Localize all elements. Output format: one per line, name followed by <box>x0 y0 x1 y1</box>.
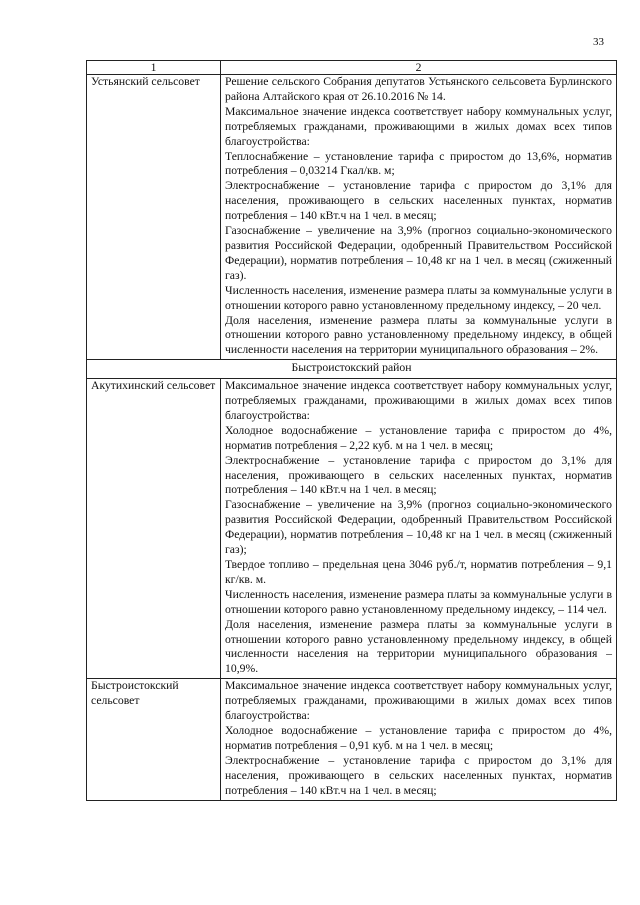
description-paragraph: Доля населения, изменение размера платы за коммунальные услуги в отношении которого равно установленному предельному индексу, в общей численности населения на территории муниципального образования – 10,9%. <box>225 617 612 676</box>
description-paragraph: Численность населения, изменение размера платы за коммунальные услуги в отношении которого равно установленному предельному индексу, – 20 чел. <box>225 283 612 312</box>
description-paragraph: Холодное водоснабжение – установление тарифа с приростом до 4%, норматив потребления – 0,91 куб. м на 1 чел. в месяц; <box>225 723 612 752</box>
table-header-row <box>87 61 617 75</box>
description-paragraph: Электроснабжение – установление тарифа с приростом до 3,1% для населения, проживающего в сельских населенных пунктах, норматив потребления – 140 кВт.ч на 1 чел. в месяц; <box>225 179 612 223</box>
description-paragraph: Численность населения, изменение размера платы за коммунальные услуги в отношении которого равно установленному предельному индексу, – 114 чел. <box>225 587 612 616</box>
index-description <box>221 679 617 800</box>
description-paragraph: Холодное водоснабжение – установление тарифа с приростом до 4%, норматив потребления – 2,22 куб. м на 1 чел. в месяц; <box>225 423 612 452</box>
section-row <box>87 360 617 379</box>
description-paragraph: Твердое топливо – предельная цена 3046 руб./т, норматив потребления – 9,1 кг/кв. м. <box>225 558 612 586</box>
description-paragraph: Электроснабжение – установление тарифа с приростом до 3,1% для населения, проживающего в сельских населенных пунктах, норматив потребления – 140 кВт.ч на 1 чел. в месяц; <box>225 453 612 497</box>
description-paragraph: Максимальное значение индекса соответствует набору коммунальных услуг, потребляемых гражданами, проживающими в жилых домах всех типов благоустройства: <box>225 104 612 148</box>
description-paragraph: Газоснабжение – увеличение на 3,9% (прогноз социально-экономического развития Российской Федерации, одобренный Правительством Российской Федерации), норматив потребления – 10,48 кг на 1 чел. в месяц (сжиженный газ); <box>225 498 612 557</box>
table-row <box>87 679 617 800</box>
description-paragraph: Теплоснабжение – установление тарифа с приростом до 13,6%, норматив потребления – 0,03214 Гкал/кв. м; <box>225 149 612 178</box>
table-row <box>87 75 617 360</box>
description-paragraph: Решение сельского Собрания депутатов Устьянского сельсовета Бурлинского района Алтайского края от 26.10.2016 № 14. <box>225 75 612 103</box>
table-body <box>87 61 617 801</box>
municipality-name: Акутихинский сельсовет <box>87 379 221 679</box>
header-col-2: 2 <box>221 61 617 75</box>
table-row <box>87 379 617 679</box>
page-number: 33 <box>593 36 604 48</box>
index-table <box>86 60 617 801</box>
header-col-1: 1 <box>87 61 221 75</box>
description-paragraph: Газоснабжение – увеличение на 3,9% (прогноз социально-экономического развития Российской Федерации, одобренный Правительством Российской Федерации), норматив потребления – 10,48 кг на 1 чел. в месяц (сжиженный газ). <box>225 224 612 282</box>
municipality-name: Устьянский сельсовет <box>87 75 221 360</box>
description-paragraph: Доля населения, изменение размера платы за коммунальные услуги в отношении которого равно установленному предельному индексу, в общей численности населения на территории муниципального образования – 2%. <box>225 313 612 357</box>
description-paragraph: Максимальное значение индекса соответствует набору коммунальных услуг, потребляемых гражданами, проживающими в жилых домах всех типов благоустройства: <box>225 379 612 422</box>
section-title: Быстроистокский район <box>87 360 617 379</box>
description-paragraph: Максимальное значение индекса соответствует набору коммунальных услуг, потребляемых гражданами, проживающими в жилых домах всех типов благоустройства: <box>225 679 612 723</box>
index-description <box>221 379 617 679</box>
description-paragraph: Электроснабжение – установление тарифа с приростом до 3,1% для населения, проживающего в сельских населенных пунктах, норматив потребления – 140 кВт.ч на 1 чел. в месяц; <box>225 753 612 797</box>
municipality-name: Быстроистокский сельсовет <box>87 679 221 800</box>
index-description <box>221 75 617 360</box>
